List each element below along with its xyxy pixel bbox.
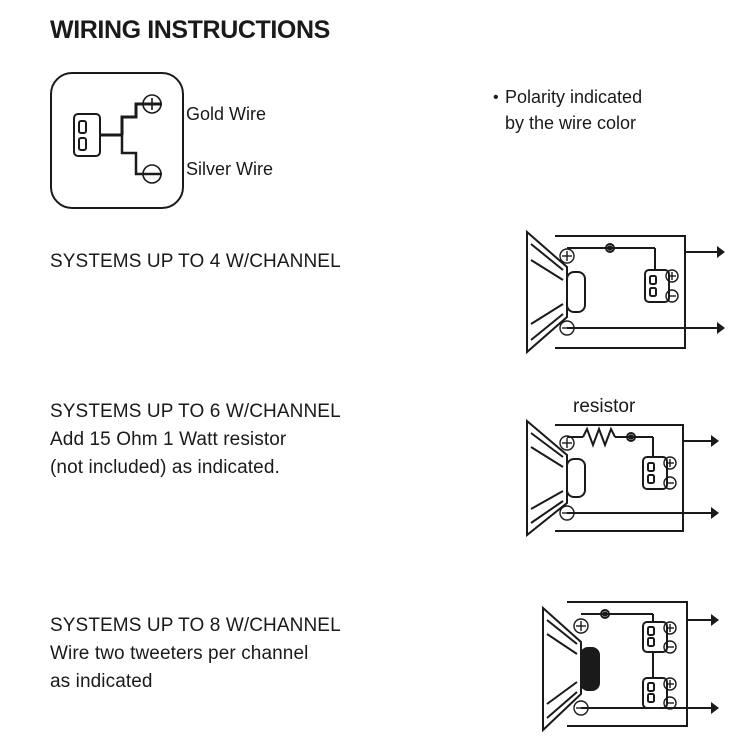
section-2-line-2: (not included) as indicated. xyxy=(50,457,280,478)
gold-wire-label: Gold Wire xyxy=(186,104,267,124)
section-2-text xyxy=(50,398,341,482)
section-3-line-2: as indicated xyxy=(50,671,153,692)
polarity-note xyxy=(493,84,735,136)
wiring-diagram-6w xyxy=(505,415,725,545)
silver-wire-label: Silver Wire xyxy=(186,159,274,179)
section-2-heading: SYSTEMS UP TO 6 W/CHANNEL xyxy=(50,401,341,422)
section-3-line-1: Wire two tweeters per channel xyxy=(50,643,309,664)
page-title: WIRING INSTRUCTIONS xyxy=(50,16,330,44)
polarity-note-line2: by the wire color xyxy=(505,113,637,133)
section-1-heading: SYSTEMS UP TO 4 W/CHANNEL xyxy=(50,251,341,272)
resistor-label: resistor xyxy=(573,396,636,417)
polarity-key-diagram xyxy=(52,74,232,214)
wiring-diagram-8w xyxy=(505,590,725,745)
polarity-note-line1: Polarity indicated xyxy=(505,87,643,107)
section-3-heading: SYSTEMS UP TO 8 W/CHANNEL xyxy=(50,615,341,636)
wiring-diagram-4w xyxy=(505,222,725,362)
section-2-line-1: Add 15 Ohm 1 Watt resistor xyxy=(50,429,287,450)
section-3-text xyxy=(50,612,341,696)
section-1-text xyxy=(50,248,341,276)
bullet-icon: • xyxy=(493,89,499,106)
